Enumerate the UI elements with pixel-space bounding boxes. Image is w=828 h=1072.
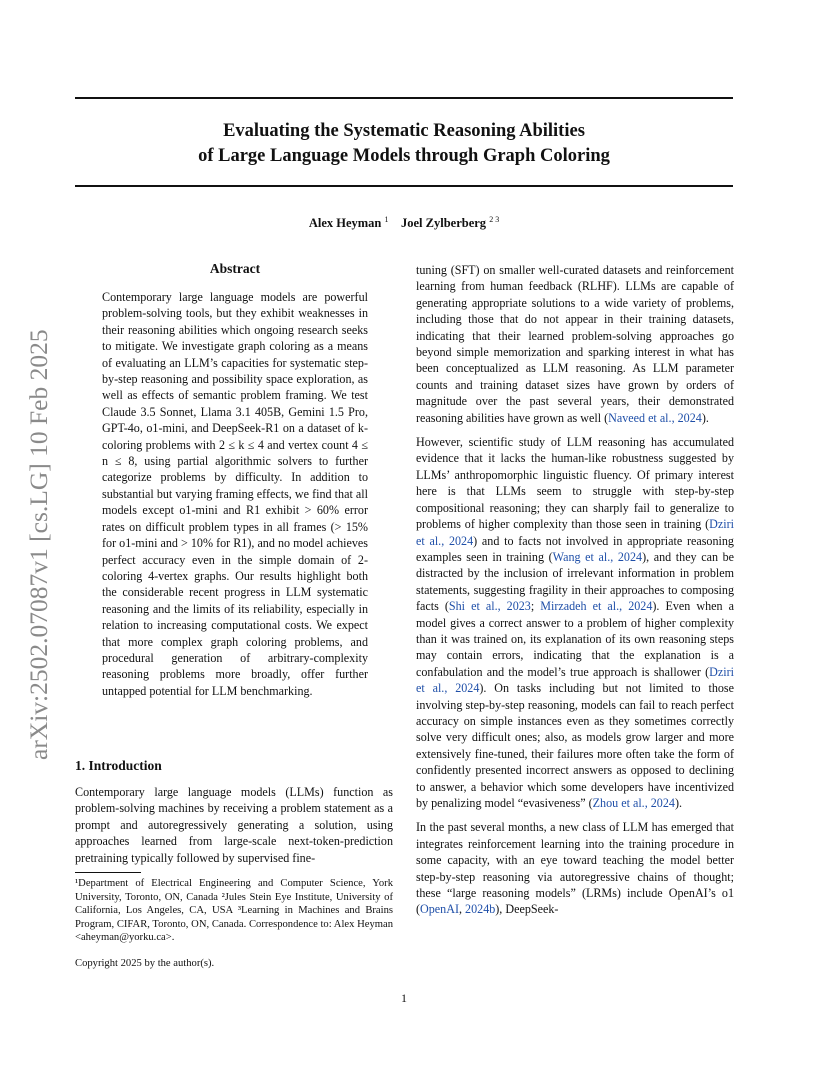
right-column bbox=[416, 262, 734, 918]
paragraph-text: ). Even when a model gives a correct answer to a problem of higher complexity than it was trained on, its explanation of its own reasoning steps may contain errors, indicating that the explanation is a confabulation and the model’s true approach is shallower ( bbox=[416, 599, 734, 679]
paragraph bbox=[416, 819, 734, 917]
author-name: Joel Zylberberg bbox=[401, 216, 487, 231]
citation-link[interactable]: Dziri et al., 2024 bbox=[416, 664, 734, 696]
citation-separator: , bbox=[459, 902, 466, 917]
citation-link[interactable]: Dziri et al., 2024 bbox=[416, 517, 734, 548]
title-line-2: of Large Language Models through Graph Coloring bbox=[198, 146, 610, 166]
citation-link[interactable]: Naveed et al., 2024 bbox=[608, 410, 702, 425]
paragraph bbox=[416, 434, 734, 811]
abstract-text: Contemporary large language models are powerful problem-solving tools, but they exhibit weaknesses in their reasoning abilities which ongoing research seeks to mitigate. We investigate graph coloring as a means of evaluating an LLM’s capacities for systematic step-by-step reasoning and possibility space exploration, as well as effects of semantic problem framing. We test Claude 3.5 Sonnet, Llama 3.1 405B, Gemini 1.5 Pro, GPT-4o, o1-mini, and DeepSeek-R1 on a dataset of k-coloring problems with 2 ≤ k ≤ 4 and vertex count 4 ≤ n ≤ 8, using partial algorithmic solvers to further categorize problems by difficulty. In addition to substantial but varying framing effects, we find that all models except o1-mini and R1 exhibit > 60% error rates on difficult problem types in all frames (> 15% for o1-mini and > 10% for R1), and no model achieves perfect accuracy even in the simple domain of 2-coloring 4-vertex graphs. Our results highlight both the considerable recent progress in LLM systematic reasoning and the limits of its reliability, especially in relation to increasing computational costs. We expect that more complex graph coloring problems, and procedural generation of arbitrary-complexity reasoning problems more broadly, offer further untapped potential for LLM benchmarking. bbox=[102, 290, 368, 698]
introduction-paragraph bbox=[75, 784, 393, 866]
paragraph-text: However, scientific study of LLM reasoning has accumulated evidence that it lacks the human-like robustness suggested by LLMs’ anthropomorphic linguistic fluency. Of primary interest here is that LLMs seem to struggle with step-by-step compositional reasoning; they can sharply fail to generalize to problems of higher complexity than those seen in training ( bbox=[416, 435, 734, 532]
citation-separator: ; bbox=[530, 599, 541, 614]
title-line-1: Evaluating the Systematic Reasoning Abilities bbox=[223, 121, 585, 141]
paragraph-text: tuning (SFT) on smaller well-curated datasets and reinforcement learning from human feedback (RLHF). LLMs are capable of generating appropriate solutions to a wide variety of problems, including those that do not appear in their training datasets, indicating that their learned problem-solving approaches go beyond simple memorization and sparking interest in what has been conceptualized as LLM reasoning. As LLM parameter counts and training dataset sizes have grown by orders of magnitude over the past several years, their demonstrated reasoning abilities have grown as well ( bbox=[416, 263, 734, 425]
footnote-rule bbox=[75, 872, 141, 873]
citation-link[interactable]: Mirzadeh et al., 2024 bbox=[540, 599, 653, 614]
page-number: 1 bbox=[401, 991, 407, 1005]
abstract-heading: Abstract bbox=[209, 261, 261, 276]
citation-link[interactable]: 2024b bbox=[465, 902, 496, 917]
author-name: Alex Heyman bbox=[308, 216, 382, 231]
abstract-body bbox=[102, 289, 368, 699]
paragraph-text: Contemporary large language models (LLMs) function as problem-solving machines by receiving a problem statement as a prompt and autoregressively generating a solution, using approaches learned from large-scale next-token-prediction pretraining typically followed by supervised fine- bbox=[75, 785, 393, 865]
author-affiliation-mark: 1 bbox=[384, 215, 389, 224]
paragraph-text: ), DeepSeek- bbox=[495, 902, 559, 917]
paragraph-text: ), and they can be distracted by the inclusion of irrelevant information in problem statements, suggesting fragility in their approaches to composing facts ( bbox=[416, 549, 735, 614]
paragraph-text: ). bbox=[701, 410, 709, 425]
title-top-rule bbox=[75, 97, 733, 99]
title-bottom-rule bbox=[75, 185, 733, 187]
copyright-notice: Copyright 2025 by the author(s). bbox=[75, 958, 215, 969]
paragraph-text: ). bbox=[674, 796, 683, 810]
section-heading-introduction: 1. Introduction bbox=[75, 758, 162, 773]
affiliation-footnote: ¹Department of Electrical Engineering and Computer Science, York University, Toronto, ON, Canada ²Jules Stein Eye Institute, University of California, Los Angeles, CA, USA ³Learning in Machines and Brains Program, CIFAR, Toronto, ON, Canada. Correspondence to: Alex Heyman <aheyman@yorku.ca>. bbox=[75, 878, 393, 944]
paper-title bbox=[75, 119, 733, 169]
citation-link[interactable]: Wang et al., 2024 bbox=[552, 549, 643, 564]
citation-link[interactable]: OpenAI bbox=[420, 902, 459, 917]
author-list bbox=[75, 215, 733, 231]
arxiv-identifier-stamp: arXiv:2502.07087v1 [cs.LG] 10 Feb 2025 bbox=[24, 329, 53, 760]
paragraph bbox=[416, 262, 734, 426]
author-affiliation-mark: 2 3 bbox=[489, 215, 500, 224]
citation-link[interactable]: Zhou et al., 2024 bbox=[592, 796, 675, 810]
citation-link[interactable]: Shi et al., 2023 bbox=[448, 599, 531, 614]
paragraph-text: In the past several months, a new class of LLM has emerged that integrates reinforcement learning into the training procedure in some capacity, with an eye toward teaching the model better step-by-step reasoning via autoregressive chains of thought; these “large reasoning models” (LRMs) include OpenAI’s o1 ( bbox=[416, 820, 734, 917]
paragraph-text: ) and to facts not involved in appropriate reasoning examples seen in training ( bbox=[416, 533, 734, 564]
paragraph-text: ). On tasks including but not limited to those involving step-by-step reasoning, models can fail to reach perfect accuracy on simple instances even as they sometimes correctly solve very difficult ones; also, as models grow larger and more extensively fine-tuned, their failures more often take the form of confidently presented incorrect answers as opposed to declining to answer, a behavior which some developers have incentivized by penalizing model “evasiveness” ( bbox=[416, 681, 734, 810]
